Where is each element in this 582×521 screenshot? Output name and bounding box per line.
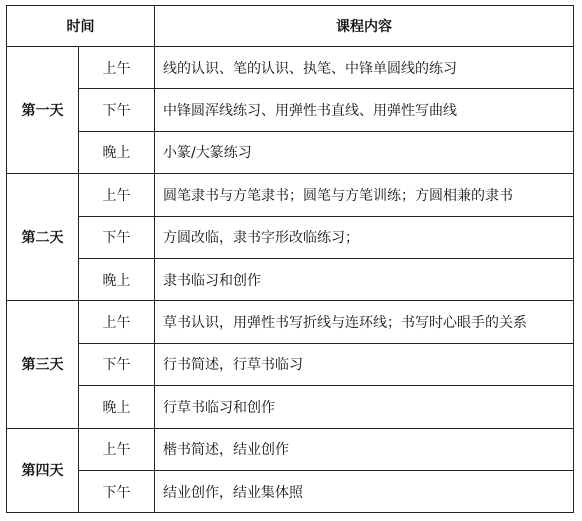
table-row: [7, 47, 574, 89]
time-slot: 上午: [79, 47, 155, 89]
time-slot: 上午: [79, 174, 155, 216]
course-content: 圆笔隶书与方笔隶书；圆笔与方笔训练；方圆相兼的隶书: [155, 174, 574, 216]
day-label: 第四天: [7, 428, 79, 513]
table-row: [7, 131, 574, 173]
table-row: [7, 343, 574, 385]
time-slot: 下午: [79, 216, 155, 258]
course-schedule-table: [6, 5, 574, 513]
time-slot: 晚上: [79, 258, 155, 300]
table-row: [7, 174, 574, 216]
header-content: 课程内容: [155, 6, 574, 47]
table-row: [7, 89, 574, 131]
table-row: [7, 216, 574, 258]
course-content: 小篆/大篆练习: [155, 131, 574, 173]
time-slot: 上午: [79, 428, 155, 470]
time-slot: 上午: [79, 301, 155, 343]
table-row: [7, 301, 574, 343]
day-label: 第三天: [7, 301, 79, 428]
header-time: 时间: [7, 6, 155, 47]
table-row: [7, 470, 574, 512]
time-slot: 晚上: [79, 131, 155, 173]
course-content: 行书简述，行草书临习: [155, 343, 574, 385]
time-slot: 下午: [79, 89, 155, 131]
table-row: [7, 258, 574, 300]
course-content: 方圆改临，隶书字形改临练习；: [155, 216, 574, 258]
time-slot: 下午: [79, 343, 155, 385]
table-row: [7, 386, 574, 428]
table-row: [7, 428, 574, 470]
day-label: 第一天: [7, 47, 79, 174]
table-header-row: [7, 6, 574, 47]
day-label: 第二天: [7, 174, 79, 301]
course-content: 草书认识，用弹性书写折线与连环线；书写时心眼手的关系: [155, 301, 574, 343]
course-content: 线的认识、笔的认识、执笔、中锋单圆线的练习: [155, 47, 574, 89]
course-content: 楷书简述，结业创作: [155, 428, 574, 470]
schedule-container: [6, 5, 574, 513]
course-content: 隶书临习和创作: [155, 258, 574, 300]
course-content: 中锋圆浑线练习、用弹性书直线、用弹性写曲线: [155, 89, 574, 131]
time-slot: 晚上: [79, 386, 155, 428]
course-content: 行草书临习和创作: [155, 386, 574, 428]
time-slot: 下午: [79, 470, 155, 512]
course-content: 结业创作，结业集体照: [155, 470, 574, 512]
